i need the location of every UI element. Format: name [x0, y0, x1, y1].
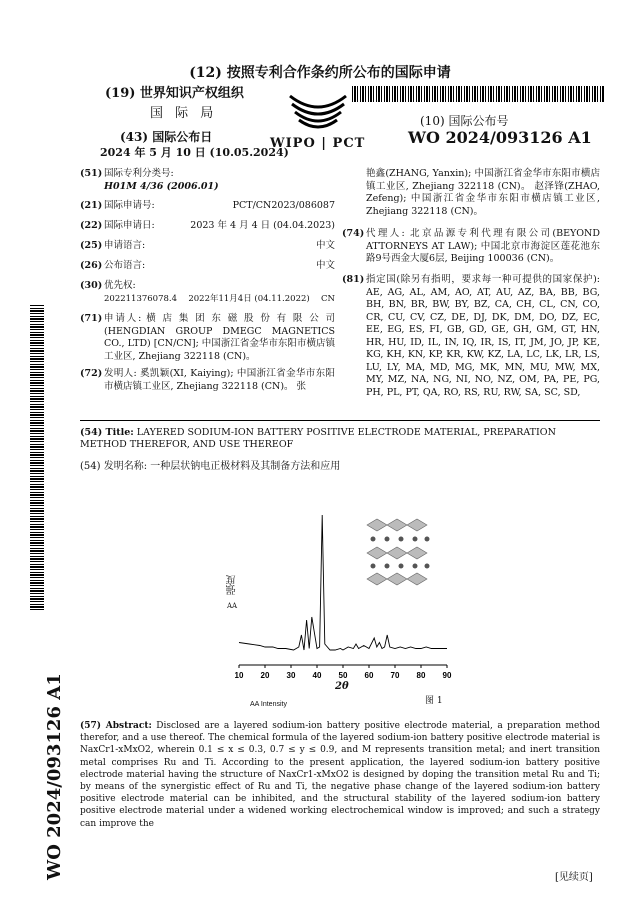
x-tick-label: 90: [442, 671, 452, 680]
side-publication-number: WO 2024/093126 A1: [44, 673, 65, 880]
x-tick-label: 20: [260, 671, 270, 680]
title-en: [80, 427, 600, 451]
x-axis-label: 2θ: [335, 681, 349, 692]
y-axis-label-en: AA: [227, 602, 238, 610]
pubno-value: WO 2024/093126 A1: [408, 128, 592, 147]
title-en-text: LAYERED SODIUM-ION BATTERY POSITIVE ELECTRODE MATERIAL, PREPARATION METHOD THEREFOR, AND USE THEREOF: [80, 427, 556, 450]
priority-number: 202211376078.4: [104, 293, 178, 304]
title-cn-label: (54) 发明名称:: [80, 461, 148, 472]
abstract-label: (57) Abstract:: [80, 721, 152, 731]
x-tick-label: 60: [364, 671, 374, 680]
field-22-value: 2023 年 4 月 4 日 (04.04.2023): [190, 220, 335, 231]
field-26-number: (26): [80, 260, 103, 271]
field-81-text: 指定国(除另有指明，要求每一种可提供的国家保护): AE, AG, AL, AM, AO, AT, AU, AZ, BA, BB, BG, BH, BN, BR, BW, BY, BZ, CA, CH, CL, CN, CO, CR, CU, CV, CZ, DE, DJ, DK, DM, DO, DZ, EC, EE, EG, ES, FI, GB, GD, GE, GH, GM, GT, HN, HR, HU, ID, IL, IN, IQ, IR, IS, IT, JM, JO, JP, KE, KG, KH, KN, KP, KR, KW, KZ, LA, LC, LK, LR, LS, LU, LY, MA, MD, MG, MK, MN, MU, MW, MX, MY, MZ, NA, NG, NI, NO, NZ, OM, PA, PE, PG, PH, PL, PT, QA, RO, RS, RU, RW, SA, SC, SD,: [366, 274, 600, 398]
title-cn: [80, 457, 600, 472]
field-81-number: (81): [342, 274, 365, 285]
field-25-label: 申请语言:: [104, 240, 146, 251]
x-tick-label: 80: [416, 671, 426, 680]
field-21-number: (21): [80, 200, 103, 211]
continued-note: [见续页]: [555, 872, 593, 883]
abstract-text: Disclosed are a layered sodium-ion battery positive electrode material, a preparation method therefor, and a use thereof. The chemical formula of the layered sodium-ion battery positive electrode material is NaxCr1-xMxO2, wherein 0.1 ≤ x ≤ 0.3, 0.7 ≤ y ≤ 0.9, and M represents transition metal; and inert transition metal comprises Ru and Ti. According to the present application, the layered sodium-ion battery positive electrode material having the structure of NaxCr1-xMxO2 is designed by doping the transition metal Ru and Ti; by means of the synergistic effect of Ru and Ti, the negative phase change of the layered sodium-ion battery positive electrode material can be inhibited, and the structural stability of the layered sodium-ion battery positive electrode material under a widened working electrochemical window is improved; and such a strategy can improve the: [80, 721, 600, 829]
side-barcode: [30, 305, 44, 610]
x-tick-label: 40: [312, 671, 322, 680]
document-title: (12) 按照专利合作条约所公布的国际申请: [189, 65, 451, 81]
pubdate-label: (43) 国际公布日: [120, 130, 213, 144]
org-bureau: 国 际 局: [150, 106, 218, 121]
field-51-label: 国际专利分类号:: [104, 168, 174, 179]
x-tick-label: 70: [390, 671, 400, 680]
x-tick-label: 10: [234, 671, 244, 680]
pubdate-value: 2024 年 5 月 10 日 (10.05.2024): [100, 146, 289, 159]
field-51-value: H01M 4/36 (2006.01): [104, 180, 219, 192]
field-26-label: 公布语言:: [104, 260, 146, 271]
xrd-figure: [195, 505, 465, 720]
field-25-number: (25): [80, 240, 103, 251]
y-axis-label: 强度: [227, 575, 238, 595]
org-name: (19) 世界知识产权组织: [105, 86, 244, 101]
field-22-number: (22): [80, 220, 103, 231]
field-72-text: 发明人: 奚凯颖(XI, Kaiying); 中国浙江省金华市东阳市横店镇工业区, Zhejiang 322118 (CN)。 张: [104, 368, 335, 392]
field-51-number: (51): [80, 168, 103, 179]
x-axis-label-en: AA Intensity: [250, 701, 287, 708]
field-30-number: (30): [80, 280, 103, 291]
figure-caption: 图 1: [425, 696, 443, 706]
title-en-label: (54) Title:: [80, 427, 134, 438]
x-tick-label: 50: [338, 671, 348, 680]
field-30-label: 优先权:: [104, 280, 136, 291]
field-22-label: 国际申请日:: [104, 220, 155, 231]
pubno-label: (10) 国际公布号: [420, 114, 509, 128]
wipo-pct-text: WIPO | PCT: [270, 136, 366, 151]
field-21-label: 国际申请号:: [104, 200, 155, 211]
abstract: [80, 720, 600, 830]
priority-date: 2022年11月4日 (04.11.2022): [188, 293, 310, 304]
title-cn-text: 一种层状钠电正极材料及其制备方法和应用: [150, 461, 341, 472]
field-72-number: (72): [80, 368, 103, 379]
x-tick-label: 30: [286, 671, 296, 680]
field-74-text: 代理人: 北京品源专利代理有限公司(BEYOND ATTORNEYS AT LAW); 中国北京市海淀区莲花池东路9号西金大厦6层, Beijing 100036 (CN)。: [366, 228, 600, 264]
divider: [80, 420, 600, 421]
field-25-value: 中文: [315, 240, 335, 251]
field-71-number: (71): [80, 313, 103, 324]
barcode: [352, 86, 604, 102]
field-71-text: 申请人: 横 店 集 团 东 磁 股 份 有 限 公 司(HENGDIAN GROUP DMEGC MAGNETICS CO., LTD) [CN/CN]; 中国浙江省金华市东阳市横店镇工业区, Zhejiang 322118 (CN)。: [104, 313, 335, 362]
priority-country: CN: [321, 293, 335, 304]
field-26-value: 中文: [315, 260, 335, 271]
field-21-value: PCT/CN2023/086087: [232, 200, 335, 211]
crystal-structure-image: [365, 515, 435, 590]
field-74-number: (74): [342, 228, 365, 239]
inventor-continued: 艳鑫(ZHANG, Yanxin); 中国浙江省金华市东阳市横店镇工业区, Zhejiang 322118 (CN)。 赵泽锋(ZHAO, Zefeng); 中国浙江省金华市东阳市横店镇工业区, Zhejiang 322118 (CN)。: [366, 168, 600, 217]
